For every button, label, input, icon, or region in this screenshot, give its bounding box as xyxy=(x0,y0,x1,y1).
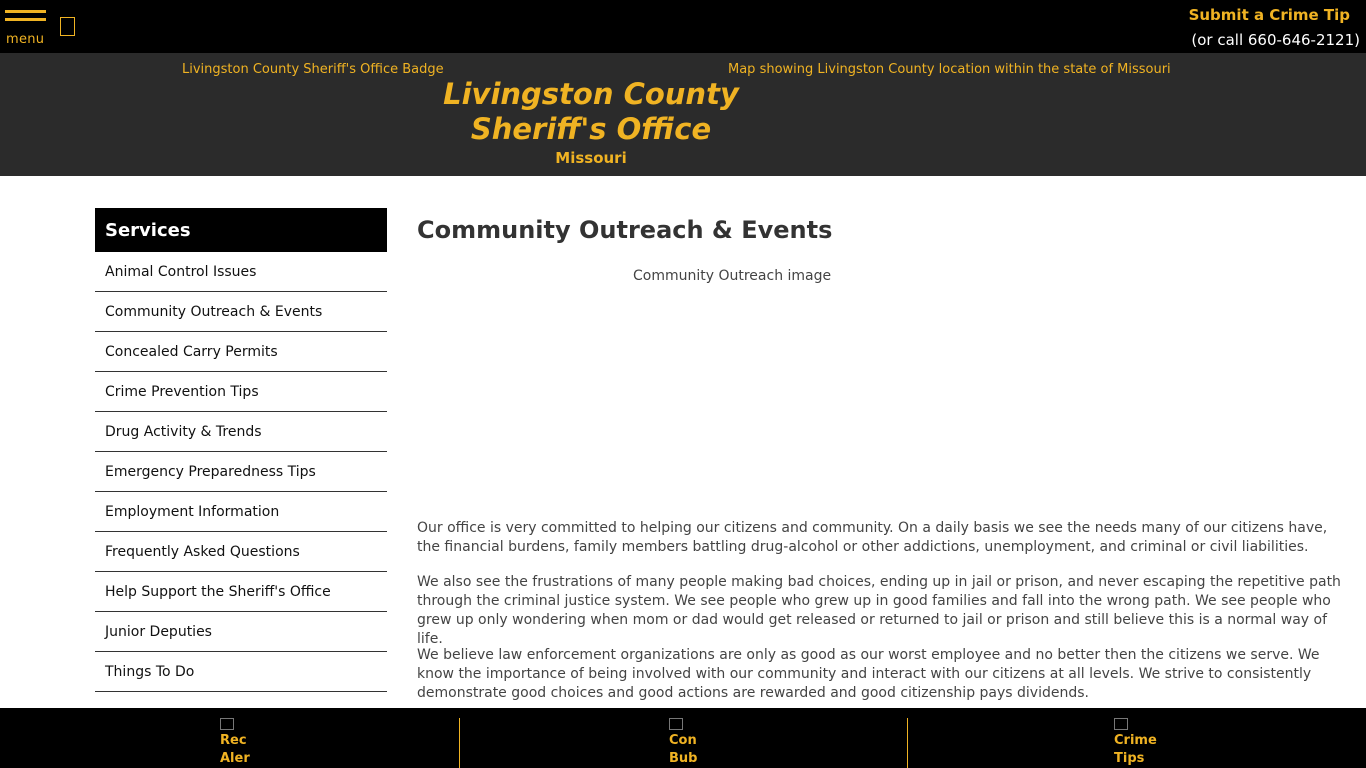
footer-button-label: Rec Aler xyxy=(220,733,250,766)
sidebar-item-junior-deputies[interactable]: Junior Deputies xyxy=(95,612,387,652)
site-title-line1: Livingston County xyxy=(443,77,739,111)
footer-button-label: Crime Tips xyxy=(1114,733,1157,766)
footer-alerts-button[interactable] xyxy=(220,718,250,768)
sidebar-item-concealed-carry[interactable]: Concealed Carry Permits xyxy=(95,332,387,372)
submit-crime-tip-link[interactable]: Submit a Crime Tip xyxy=(1188,6,1350,24)
sheriff-badge-image xyxy=(182,62,444,77)
main-content xyxy=(417,216,1352,701)
contact-icon xyxy=(669,718,683,730)
site-title-line2: Sheriff's Office xyxy=(470,112,712,146)
sidebar-item-employment[interactable]: Employment Information xyxy=(95,492,387,532)
crime-tips-icon xyxy=(1114,718,1128,730)
footer-divider xyxy=(907,718,908,768)
hamburger-icon xyxy=(5,10,46,13)
image-alt-text: Community Outreach image xyxy=(633,268,832,284)
menu-button[interactable] xyxy=(5,10,47,50)
sidebar-item-faq[interactable]: Frequently Asked Questions xyxy=(95,532,387,572)
footer-divider xyxy=(459,718,460,768)
footer-button-label: Con Bub xyxy=(669,733,698,766)
community-outreach-image xyxy=(633,268,831,284)
sidebar-item-community-outreach[interactable]: Community Outreach & Events xyxy=(95,292,387,332)
site-header xyxy=(0,53,1366,176)
sidebar-item-animal-control[interactable]: Animal Control Issues xyxy=(95,252,387,292)
page-title: Community Outreach & Events xyxy=(417,216,833,244)
sidebar-item-drug-activity[interactable]: Drug Activity & Trends xyxy=(95,412,387,452)
sidebar-heading: Services xyxy=(95,208,387,252)
sidebar-item-help-support[interactable]: Help Support the Sheriff's Office xyxy=(95,572,387,612)
map-alt-text: Map showing Livingston County location within the state of Missouri xyxy=(728,62,1171,77)
sidebar-item-crime-prevention[interactable]: Crime Prevention Tips xyxy=(95,372,387,412)
crime-tip-phone: (or call 660-646-2121) xyxy=(1191,31,1360,49)
services-sidebar xyxy=(95,208,387,692)
county-map-image xyxy=(728,62,1171,77)
top-bar xyxy=(0,0,1366,53)
sidebar-item-things-to-do[interactable]: Things To Do xyxy=(95,652,387,692)
paragraph-1: Our office is very committed to helping our citizens and community. On a daily basis we see the needs many of our citizens have, the financial burdens, family members battling drug-alcohol or other addictions, unemployment, and criminal or civil liabilities. xyxy=(417,520,1328,555)
footer-crime-tips-button[interactable] xyxy=(1114,718,1157,768)
badge-alt-text: Livingston County Sheriff's Office Badge xyxy=(182,62,444,77)
footer-contact-button[interactable] xyxy=(669,718,699,768)
site-subtitle: Missouri xyxy=(555,149,627,167)
sidebar-item-emergency-preparedness[interactable]: Emergency Preparedness Tips xyxy=(95,452,387,492)
paragraph-2: We also see the frustrations of many people making bad choices, ending up in jail or prison, and never escaping the repetitive path through the criminal justice system. We see people who grew up in good families and fall into the wrong path. We see people who grew up only wondering when mom or dad would get released or returned to jail or prison and still believe this is a normal way of life. xyxy=(417,574,1341,647)
hamburger-bar xyxy=(5,18,46,21)
site-title[interactable] xyxy=(441,77,741,147)
search-icon[interactable] xyxy=(60,17,75,36)
paragraph-3: We believe law enforcement organizations are only as good as our worst employee and no better then the citizens we serve. We know the importance of being involved with our community and interact with our citizens at all levels. We strive to consistently demonstrate good choices and good actions are rewarded and good citizenship pays dividends. xyxy=(417,647,1320,701)
alert-icon xyxy=(220,718,234,730)
menu-label: menu xyxy=(6,32,45,47)
footer-bar xyxy=(0,708,1366,768)
